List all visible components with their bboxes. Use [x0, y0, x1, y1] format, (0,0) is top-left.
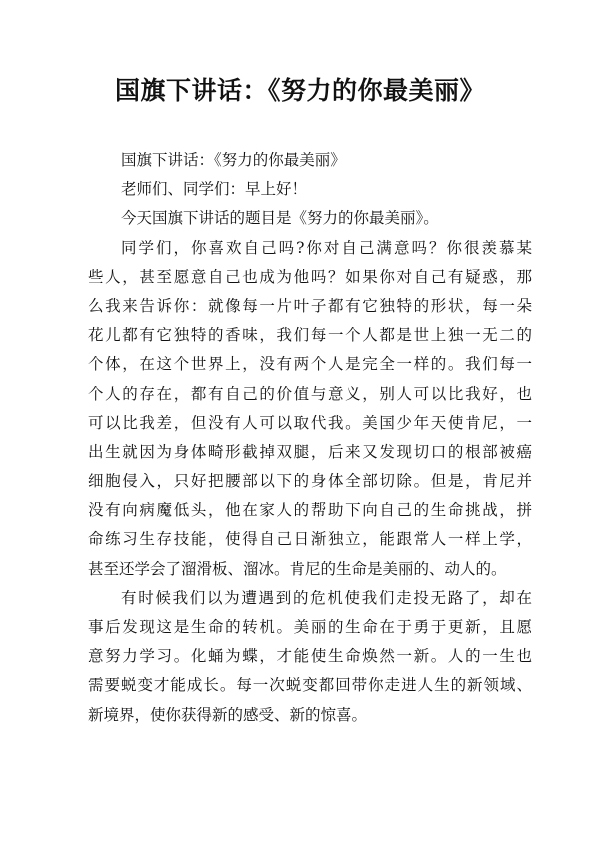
- paragraph-line: 花儿都有它独特的香味，我们每一个人都是世上独一无二的: [88, 326, 532, 345]
- paragraph-line: 细胞侵入，只好把腰部以下的身体全部切除。但是，肯尼并: [88, 472, 532, 491]
- paragraph-line: 国旗下讲话：《努力的你最美丽》: [121, 151, 346, 169]
- paragraph-line: 命练习生存技能，使得自己日渐独立，能跟常人一样上学，: [88, 530, 532, 549]
- paragraph-line: 同学们，你喜欢自己吗?你对自己满意吗？你很羡慕某: [121, 238, 532, 257]
- paragraph-line: 老师们、同学们：早上好！: [121, 180, 308, 199]
- paragraph-line: 个人的存在，都有自己的价值与意义，别人可以比我好，也: [88, 384, 532, 403]
- document-title: 国旗下讲话：《努力的你最美丽》: [114, 76, 485, 105]
- paragraph-line: 新境界，使你获得新的感受、新的惊喜。: [88, 705, 368, 724]
- paragraph-line: 么我来告诉你：就像每一片叶子都有它独特的形状，每一朵: [88, 296, 532, 315]
- paragraph-line: 甚至还学会了溜滑板、溜冰。肯尼的生命是美丽的、动人的。: [88, 559, 507, 578]
- paragraph-line: 事后发现这是生命的转机。美丽的生命在于勇于更新，且愿: [88, 618, 532, 636]
- paragraph-line: 没有向病魔低头，他在家人的帮助下向自己的生命挑战，拼: [88, 501, 532, 520]
- paragraph-line: 出生就因为身体畸形截掉双腿，后来又发现切口的根部被癌: [88, 442, 532, 461]
- paragraph-line: 有时候我们以为遭遇到的危机使我们走投无路了，却在: [121, 588, 532, 607]
- paragraph-line: 意努力学习。化蛹为蝶，才能使生命焕然一新。人的一生也: [88, 647, 532, 666]
- paragraph-line: 些人，甚至愿意自己也成为他吗？如果你对自己有疑惑，那: [88, 267, 532, 286]
- paragraph-line: 可以比我差，但没有人可以取代我。美国少年天使肯尼，一: [88, 413, 532, 432]
- paragraph-line: 今天国旗下讲话的题目是《努力的你最美丽》。: [121, 209, 439, 228]
- paragraph-line: 需要蜕变才能成长。每一次蜕变都回带你走进人生的新领域、: [88, 676, 532, 695]
- document-body: [88, 146, 532, 730]
- paragraph-line: 个体，在这个世界上，没有两个人是完全一样的。我们每一: [88, 355, 532, 374]
